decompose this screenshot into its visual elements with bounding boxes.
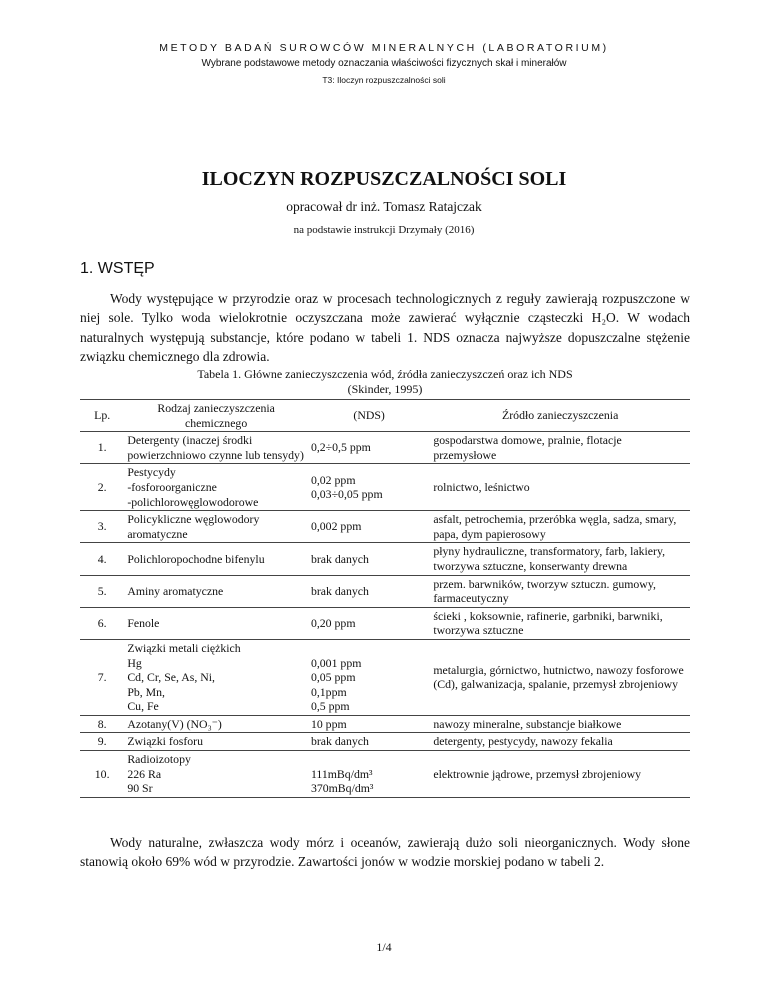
cell-lp: 6.	[97, 616, 107, 631]
cell-type: Pestycydy -fosforoorganiczne -polichlorowęglowodorowe	[127, 465, 259, 509]
cell-type: Polichloropochodne bifenylu	[127, 551, 265, 566]
cell-lp: 10.	[94, 766, 110, 781]
cell-type: Policykliczne węglowodory aromatyczne	[127, 512, 260, 541]
cell-nds: 0,20 ppm	[310, 616, 356, 631]
page-number: 1/4	[376, 940, 392, 954]
table-row	[80, 751, 690, 798]
cell-source: przem. barwników, tworzyw sztuczn. gumowy, farmaceutyczny	[433, 576, 656, 606]
header-type: Rodzaj zanieczyszczenia chemicznego	[157, 401, 275, 430]
table-body	[80, 432, 690, 798]
header-source: Źródło zanieczyszczenia	[502, 408, 619, 423]
table-caption-line2: (Skinder, 1995)	[347, 382, 423, 396]
cell-nds: 0,002 ppm	[310, 519, 362, 534]
table-row	[80, 543, 690, 575]
section-heading: 1. WSTĘP	[80, 260, 155, 277]
cell-type: Detergenty (inaczej środki powierzchniowo czynne lub tensydy)	[127, 433, 304, 462]
intro-paragraph: Wody występujące w przyrodzie oraz w procesach technologicznych z reguły zawierają rozpuszczone w niej sole. Tylko woda wielokrotnie oczyszczana może zawierać wyłącznie cząsteczki H₂O. W wodach naturalnych występują substancje, które podano w tabeli 1. NDS oznacza najwyższe dopuszczalne stężenie związku chemicznego dla zdrowia.	[80, 291, 690, 365]
basis-line: na podstawie instrukcji Drzymały (2016)	[293, 224, 475, 236]
cell-source: nawozy mineralne, substancje białkowe	[433, 716, 622, 731]
cell-type: Aminy aromatyczne	[127, 583, 224, 598]
table-row	[80, 511, 690, 543]
cell-nds: brak danych	[310, 734, 369, 749]
cell-lp: 2.	[97, 479, 107, 494]
cell-source: ścieki , koksownie, rafinerie, garbniki, barwniki, tworzywa sztuczne	[433, 608, 663, 638]
cell-source: detergenty, pestycydy, nawozy fekalia	[433, 734, 613, 749]
cell-type: Azotany(V) (NO₃⁻)	[127, 716, 222, 731]
table-row	[80, 639, 690, 715]
cell-source: rolnictwo, leśnictwo	[433, 479, 530, 494]
cell-lp: 1.	[97, 440, 107, 455]
pollutants-table	[80, 399, 690, 798]
table-caption	[140, 367, 630, 397]
cell-lp: 7.	[97, 670, 107, 685]
cell-source: elektrownie jądrowe, przemysł zbrojeniowy	[433, 766, 642, 781]
table-row	[80, 575, 690, 607]
table-row	[80, 464, 690, 511]
course-subtitle: Wybrane podstawowe metody oznaczania właściwości fizycznych skał i minerałów	[201, 58, 567, 69]
table-header-row	[80, 400, 690, 432]
cell-type: Związki fosforu	[127, 734, 203, 749]
cell-type: Związki metali ciężkich Hg Cd, Cr, Se, As, Ni, Pb, Mn, Cu, Fe	[127, 640, 241, 714]
cell-type: Fenole	[127, 616, 160, 631]
seawater-paragraph: Wody naturalne, zwłaszcza wody mórz i oceanów, zawierają dużo soli nieorganicznych. Wody słone stanowią około 69% wód w przyrodzie. Zawartości jonów w wodzie morskiej podano w tabeli 2.	[80, 835, 690, 870]
table-row	[80, 607, 690, 639]
cell-nds: brak danych	[310, 583, 369, 598]
cell-lp: 5.	[97, 583, 107, 598]
topic-label: T3: Iloczyn rozpuszczalności soli	[322, 75, 446, 85]
cell-source: asfalt, petrochemia, przeróbka węgla, sadza, smary, papa, dym papierosowy	[433, 512, 677, 541]
cell-source: gospodarstwa domowe, pralnie, flotacje przemysłowe	[433, 433, 622, 462]
cell-nds: 0,2÷0,5 ppm	[310, 440, 371, 455]
header-nds: (NDS)	[353, 408, 385, 423]
header-lp: Lp.	[94, 408, 111, 423]
cell-lp: 8.	[97, 716, 107, 731]
cell-lp: 4.	[97, 551, 107, 566]
document-title: ILOCZYN ROZPUSZCZALNOŚCI SOLI	[201, 168, 567, 190]
cell-nds: 0,001 ppm 0,05 ppm 0,1ppm 0,5 ppm	[310, 655, 362, 714]
table-row	[80, 715, 690, 733]
cell-type: Radioizotopy 226 Ra 90 Sr	[127, 752, 191, 796]
cell-nds: brak danych	[310, 551, 369, 566]
author-line: opracował dr inż. Tomasz Ratajczak	[286, 199, 482, 214]
cell-lp: 9.	[97, 734, 107, 749]
cell-source: płyny hydrauliczne, transformatory, farb, lakiery, tworzywa sztuczne, konserwanty drewna	[433, 544, 666, 573]
cell-nds: 0,02 ppm 0,03÷0,05 ppm	[310, 472, 383, 502]
cell-source: metalurgia, górnictwo, hutnictwo, nawozy fosforowe (Cd), galwanizacja, spalanie, przemysł zbrojeniowy	[433, 662, 684, 692]
cell-lp: 3.	[97, 519, 107, 534]
cell-nds: 111mBq/dm³ 370mBq/dm³	[310, 766, 374, 796]
course-series-header: METODY BADAŃ SUROWCÓW MINERALNYCH (LABORATORIUM)	[159, 42, 609, 54]
table-row	[80, 432, 690, 464]
table-row	[80, 733, 690, 751]
table-caption-line1: Tabela 1. Główne zanieczyszczenia wód, źródła zanieczyszczeń oraz ich NDS	[197, 367, 573, 381]
cell-nds: 10 ppm	[310, 716, 347, 731]
